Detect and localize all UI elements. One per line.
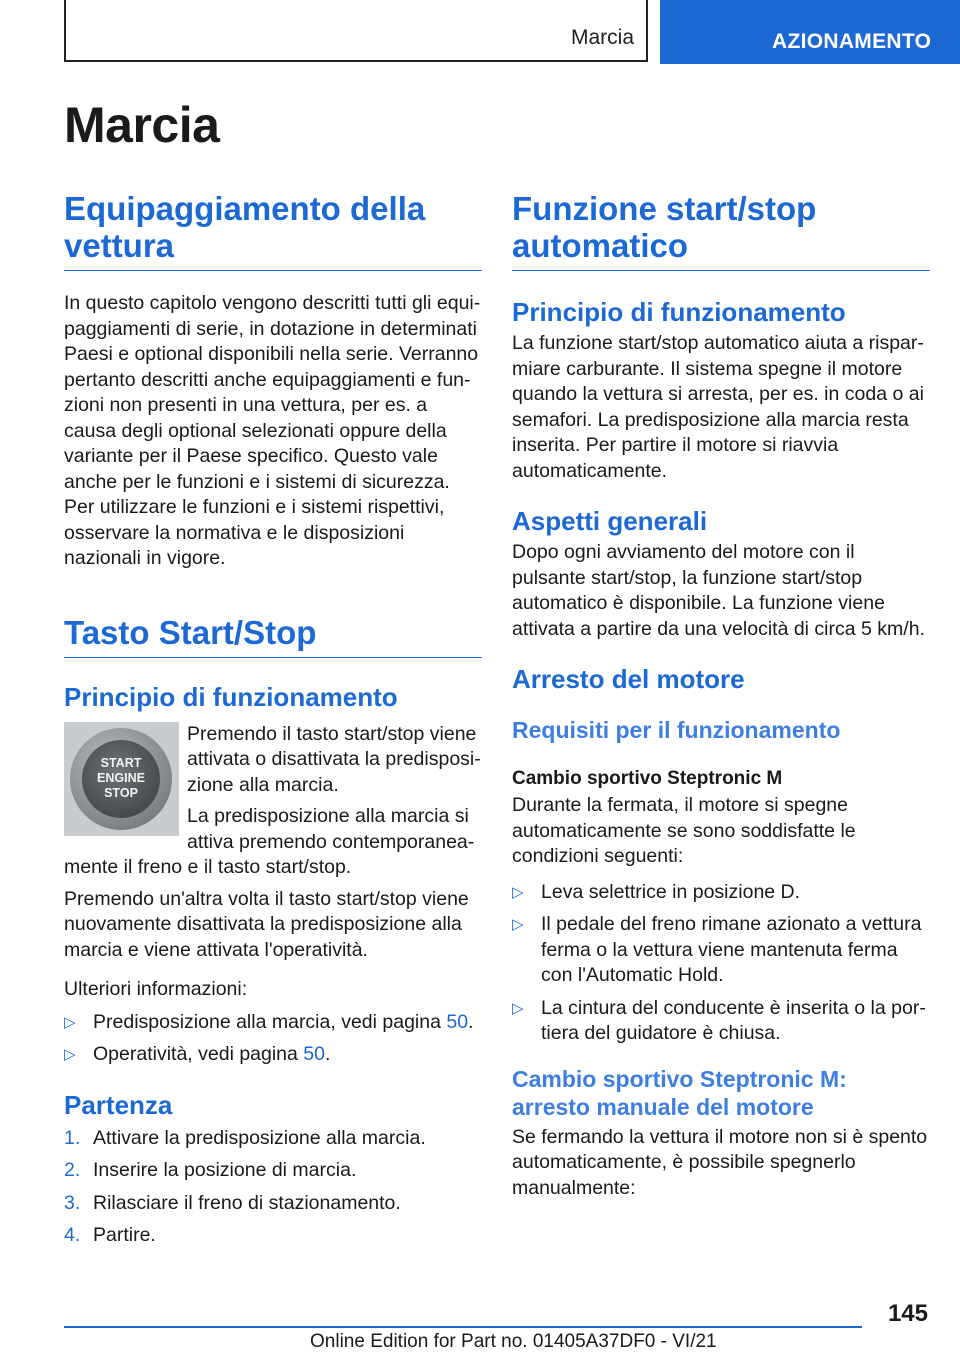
page-link[interactable]: 50 — [303, 1043, 325, 1065]
info-bullet-list — [64, 1010, 482, 1068]
button-label-start: START — [100, 756, 142, 770]
heading-requisiti: Requisiti per il funzionamento — [512, 717, 841, 743]
paragraph-cambio: Durante la fermata, il motore si spegne automaticamente se sono soddisfatte le condizioni seguenti: — [512, 794, 856, 867]
triangle-bullet-icon: ▷ — [64, 1013, 76, 1031]
paragraph-manuale: Se fermando la vettura il motore non si è spento automaticamente, è possibile spegnerlo manualmente: — [512, 1125, 928, 1199]
heading-funzione-start-stop: Funzione start/stop automatico — [512, 190, 930, 271]
button-face — [82, 740, 160, 818]
triangle-bullet-icon: ▷ — [512, 883, 524, 901]
triangle-bullet-icon: ▷ — [512, 916, 524, 933]
footer-edition: Online Edition for Part no. 01405A37DF0 - VI/21 — [310, 1331, 717, 1352]
list-item: ▷ La cintura del conducente è inserita o la portiera del guidatore è chiusa. — [512, 996, 926, 1044]
paragraph-principio-auto: La funzione start/stop automatico aiuta a risparmiare carburante. Il sistema spegne il motore quando la vettura si arresta, per es. in coda o ai semafori. La predisposizione alla marcia resta inserita. Per partire il motore si riavvia automaticamente. — [512, 332, 924, 482]
heading-principio-funzionamento: Principio di funzionamento — [64, 681, 398, 712]
header-chapter-tab[interactable]: AZIONAMENTO — [660, 0, 960, 64]
step-number: 1. — [64, 1126, 81, 1149]
list-item: 1. Attivare la predisposizione alla marcia. — [64, 1126, 482, 1152]
list-item: 4. Partire. — [64, 1223, 482, 1249]
step-number: 4. — [64, 1224, 81, 1246]
heading-partenza: Partenza — [64, 1089, 173, 1120]
triangle-bullet-icon: ▷ — [64, 1046, 76, 1063]
step-number: 3. — [64, 1191, 81, 1214]
page-link[interactable]: 50 — [446, 1010, 469, 1033]
right-column — [512, 190, 930, 1201]
paragraph-ulteriori: Ulteriori informazioni: — [64, 978, 248, 1000]
page-title: Marcia — [64, 97, 220, 153]
heading-cambio-sportivo: Cambio sportivo Steptronic M — [512, 768, 783, 789]
heading-principio-funzionamento-auto: Principio di funzionamento — [512, 297, 846, 327]
header-section-box — [64, 0, 648, 62]
start-stop-button-image — [64, 722, 179, 836]
triangle-bullet-icon: ▷ — [512, 999, 524, 1017]
button-label-stop: STOP — [104, 786, 138, 800]
list-item: ▷ Leva selettrice in posizione D. — [512, 880, 930, 906]
heading-arresto-motore: Arresto del motore — [512, 664, 745, 694]
paragraph-principio-2: La predisposizione alla marcia si attiva premendo contemporaneamente il freno e il tasto start/stop. — [64, 805, 475, 878]
list-item: 2. Inserire la posizione di marcia. — [64, 1158, 482, 1184]
conditions-bullet-list — [512, 880, 930, 1047]
button-label-engine: ENGINE — [97, 771, 145, 785]
heading-arresto-manuale: Cambio sportivo Steptronic M: arresto manuale del motore — [512, 1065, 847, 1120]
left-column — [64, 190, 482, 1256]
list-item: ▷ Il pedale del freno rimane azionato a vettura ferma o la vettura viene mantenuta ferma con l'Automatic Hold. — [512, 913, 922, 986]
page-number: 145 — [887, 1300, 928, 1327]
paragraph-aspetti: Dopo ogni avviamento del motore con il pulsante start/stop, la funzione start/stop automatico è disponibile. La funzione viene attivata a partire da una velocità di circa 5 km/h. — [512, 541, 925, 640]
heading-aspetti-generali: Aspetti generali — [512, 506, 708, 536]
heading-tasto-start-stop: Tasto Start/Stop — [64, 614, 482, 658]
paragraph-equipaggiamento: In questo capitolo vengono descritti tutti gli equipaggiamenti di serie, in dotazione in determinati Paesi e optional disponibili nella serie. Verranno pertanto descritti anche equipaggiamenti e funzioni non presenti in una vettura, per es. a causa degli optional selezionati oppure della variante per il Paese specifico. Questo vale anche per le funzioni e i sistemi di sicurezza. Per utilizzare le funzioni e i sistemi rispettivi, osservare la normativa e le disposizioni nazionali in vigore. — [64, 292, 481, 569]
heading-equipaggiamento: Equipaggiamento della vettura — [64, 190, 482, 271]
step-number: 2. — [64, 1159, 81, 1181]
steps-list — [64, 1126, 482, 1249]
list-item: 3. Rilasciare il freno di stazionamento. — [64, 1191, 482, 1217]
header-section-title: Marcia — [570, 26, 634, 49]
list-item: ▷ Predisposizione alla marcia, vedi pagina 50. — [64, 1010, 482, 1036]
paragraph-principio-1: Premendo il tasto start/stop viene attivata o disattivata la predisposizione alla marcia. — [187, 722, 481, 796]
list-item: ▷ Operatività, vedi pagina 50. — [64, 1042, 482, 1068]
footer-divider — [64, 1326, 862, 1328]
paragraph-principio-3: Premendo un'altra volta il tasto start/stop viene nuovamente disattivata la predisposizione alla marcia e viene attivata l'operatività. — [64, 887, 469, 961]
